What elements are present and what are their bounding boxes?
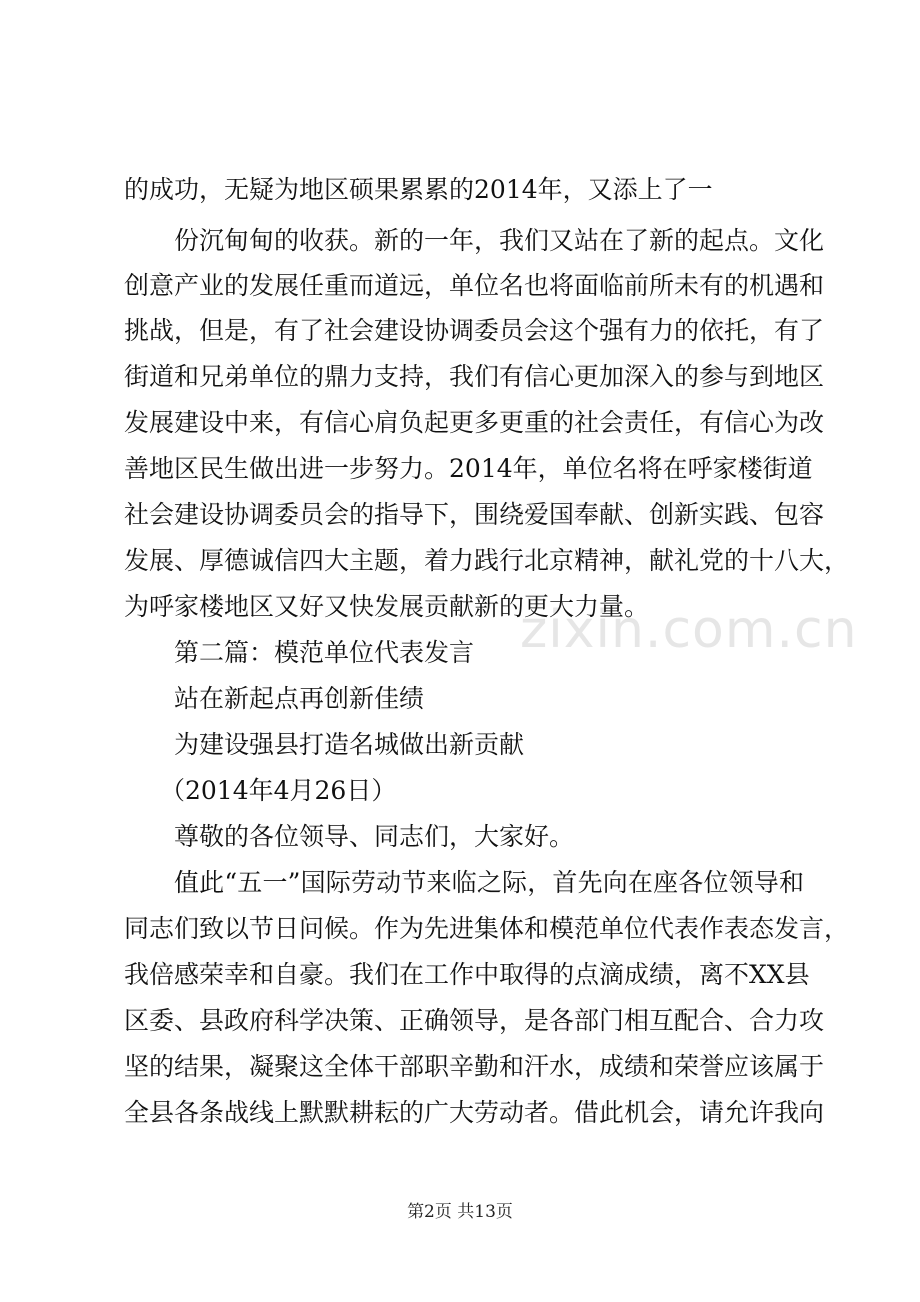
body-text-line: 发展建设中来，有信心肩负起更多更重的社会责任，有信心为改	[124, 408, 825, 437]
body-text-line: 全县各条战线上默默耕耘的广大劳动者。借此机会，请允许我向	[124, 1098, 825, 1127]
body-text-line: 为呼家楼地区又好又快发展贡献新的更大力量。	[124, 592, 650, 621]
watermark: zixin.com.cn	[520, 600, 858, 660]
body-text-line: 同志们致以节日问候。作为先进集体和模范单位代表作表态发言，	[124, 914, 850, 943]
body-text-line: 善地区民生做出进一步努力。2014年，单位名将在呼家楼街道	[124, 454, 813, 483]
body-text-line: 街道和兄弟单位的鼎力支持，我们有信心更加深入的参与到地区	[124, 362, 825, 391]
body-text-line: 社会建设协调委员会的指导下，围绕爱国奉献、创新实践、包容	[124, 500, 825, 529]
body-text-line: 的成功，无疑为地区硕果累累的2014年，又添上了一	[124, 175, 713, 204]
page-number-footer: 第2页 共13页	[407, 1202, 513, 1222]
speech-title: 站在新起点再创新佳绩	[174, 684, 425, 713]
body-text-line: 发展、厚德诚信四大主题，着力践行北京精神，献礼党的十八大，	[124, 546, 850, 575]
body-text-line: 挑战，但是，有了社会建设协调委员会这个强有力的依托，有了	[124, 316, 825, 345]
body-text-line: 我倍感荣幸和自豪。我们在工作中取得的点滴成绩，离不XX县	[124, 960, 810, 989]
section-heading: 第二篇：模范单位代表发言	[174, 638, 475, 667]
body-text-line: 区委、县政府科学决策、正确领导，是各部门相互配合、合力攻	[124, 1006, 825, 1035]
speech-subtitle: 为建设强县打造名城做出新贡献	[174, 730, 525, 759]
body-text-line: 坚的结果，凝聚这全体干部职辛勤和汗水，成绩和荣誉应该属于	[124, 1052, 825, 1081]
body-text-line: 创意产业的发展任重而道远，单位名也将面临前所未有的机遇和	[124, 271, 825, 300]
salutation: 尊敬的各位领导、同志们，大家好。	[174, 822, 575, 851]
speech-date: （2014年4月26日）	[160, 776, 397, 805]
body-text-line: 份沉甸甸的收获。新的一年，我们又站在了新的起点。文化	[174, 226, 825, 255]
body-text-line: 值此“五一”国际劳动节来临之际，首先向在座各位领导和	[174, 868, 804, 897]
